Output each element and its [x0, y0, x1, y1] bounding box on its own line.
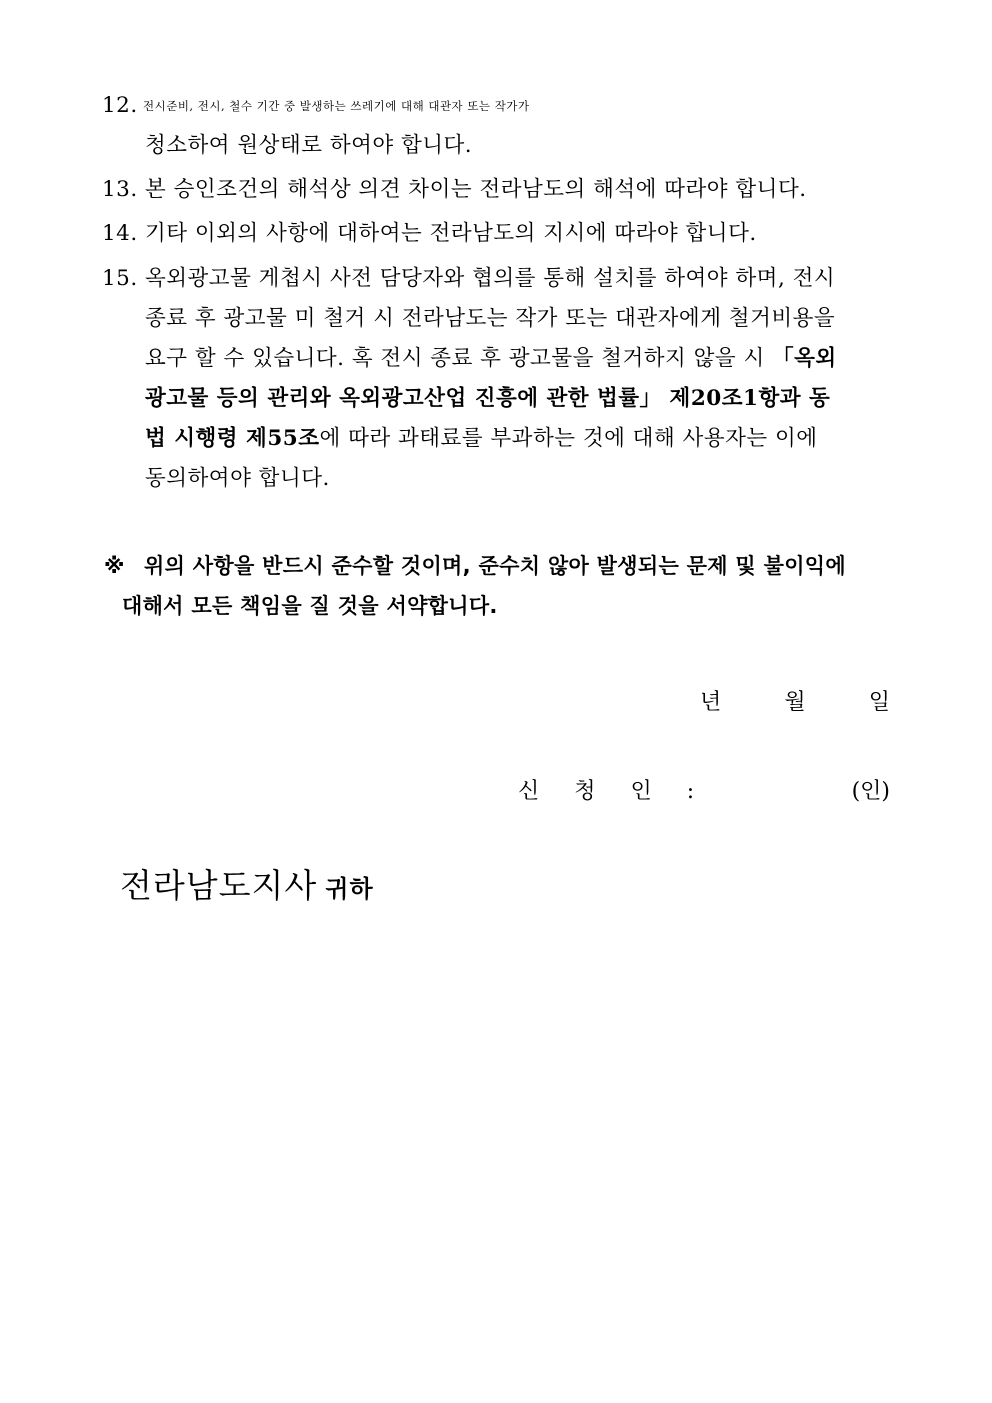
pledge-notice	[104, 546, 894, 626]
date-field	[700, 683, 890, 723]
item-text	[145, 214, 902, 254]
item-text	[145, 259, 902, 499]
item-line: 종료 후 광고물 미 철거 시 전라남도는 작가 또는 대관자에게 철거비용을	[145, 306, 836, 331]
item-line: 동의하여야 합니다.	[145, 466, 330, 491]
reference-mark-icon: ※	[104, 554, 125, 578]
law-decree: 법 시행령 제55조	[145, 426, 320, 451]
item-line: 기타 이외의 사항에 대하여는 전라남도의 지시에 따라야 합니다.	[145, 221, 757, 246]
date-month: 월	[784, 690, 806, 715]
item-number: 12.	[102, 93, 138, 118]
item-line: 옥외광고물 게첩시 사전 담당자와 협의를 통해 설치를 하여야 하며, 전시	[145, 266, 836, 291]
item-line	[145, 419, 902, 459]
seal-mark: (인)	[851, 779, 890, 804]
item-line	[145, 339, 902, 379]
applicant-field	[518, 772, 890, 812]
item-line: 본 승인조건의 해석상 의견 차이는 전라남도의 해석에 따라야 합니다.	[145, 177, 807, 202]
item-line-text: 에 따라 과태료를 부과하는 것에 대해 사용자는 이에	[319, 426, 818, 451]
item-number: 15.	[102, 266, 138, 291]
date-year: 년	[700, 690, 722, 715]
item-text	[145, 170, 902, 210]
condition-item-14	[102, 214, 902, 254]
condition-item-12	[102, 86, 902, 166]
condition-item-15	[102, 259, 902, 499]
date-day: 일	[868, 690, 890, 715]
item-text	[145, 86, 902, 166]
addressee-suffix: 귀하	[325, 875, 374, 903]
item-line: 전시준비, 전시, 철수 기간 중 발생하는 쓰레기에 대해 대관자 또는 작가가	[143, 99, 530, 113]
addressee-name: 전라남도지사	[120, 866, 318, 905]
addressee	[120, 862, 374, 913]
notice-line: 위의 사항을 반드시 준수할 것이며, 준수치 않아 발생되는 문제 및 불이익에	[144, 554, 846, 578]
notice-line: 대해서 모든 책임을 질 것을 서약합니다.	[122, 594, 498, 618]
item-line: 청소하여 원상태로 하여야 합니다.	[145, 133, 473, 158]
applicant-label: 신 청 인 :	[518, 779, 709, 804]
item-number: 13.	[102, 177, 138, 202]
law-title-start: 「옥외	[772, 346, 837, 371]
item-line-text: 요구 할 수 있습니다. 혹 전시 종료 후 광고물을 철거하지 않을 시	[145, 346, 773, 371]
law-title: 광고물 등의 관리와 옥외광고산업 진흥에 관한 법률」 제20조1항과 동	[145, 386, 831, 411]
item-line	[145, 379, 902, 419]
item-number: 14.	[102, 221, 138, 246]
condition-item-13	[102, 170, 902, 210]
